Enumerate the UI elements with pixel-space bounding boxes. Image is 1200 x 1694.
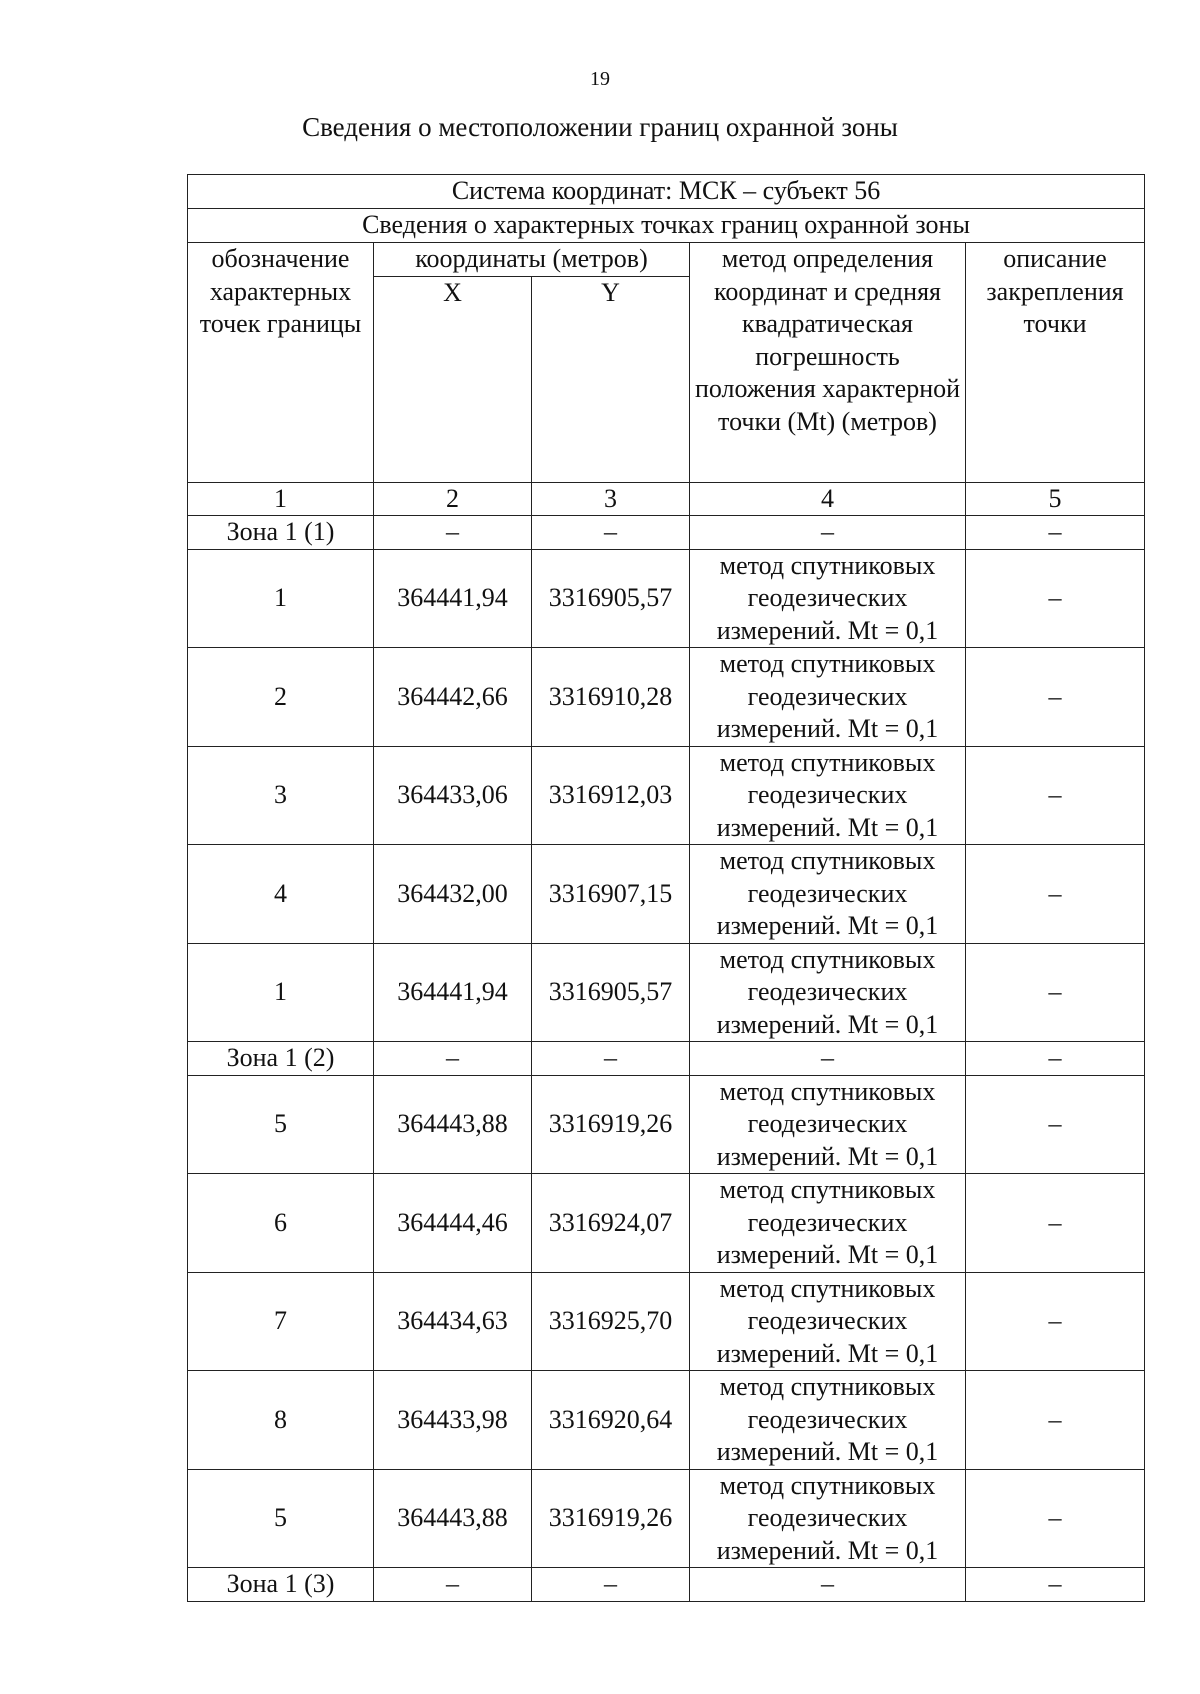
table-row — [188, 1371, 1145, 1470]
cell-description: – — [966, 1469, 1145, 1568]
coordinate-system-header: Система координат: МСК – субъект 56 — [188, 175, 1145, 209]
cell-y: 3316912,03 — [532, 746, 690, 845]
page-number: 19 — [590, 68, 610, 90]
cell-description: – — [966, 746, 1145, 845]
table-row — [188, 549, 1145, 648]
cell-method: метод спутниковых геодезических измерений. Mt = 0,1 — [690, 1469, 966, 1568]
column-header-coordinates: координаты (метров) — [374, 243, 690, 277]
cell-x: 364443,88 — [374, 1469, 532, 1568]
cell-point: Зона 1 (2) — [188, 1042, 374, 1076]
cell-point: Зона 1 (3) — [188, 1568, 374, 1602]
cell-point: 5 — [188, 1469, 374, 1568]
cell-method: метод спутниковых геодезических измерений. Mt = 0,1 — [690, 1272, 966, 1371]
cell-description: – — [966, 1371, 1145, 1470]
cell-y: 3316919,26 — [532, 1075, 690, 1174]
column-header-point: обозначение характерных точек границы — [188, 243, 374, 483]
column-number: 3 — [532, 482, 690, 516]
cell-x: 364433,98 — [374, 1371, 532, 1470]
cell-y: 3316919,26 — [532, 1469, 690, 1568]
table-row — [188, 1272, 1145, 1371]
header-row-columns — [188, 243, 1145, 277]
cell-description: – — [966, 516, 1145, 550]
zone-row — [188, 516, 1145, 550]
cell-point: Зона 1 (1) — [188, 516, 374, 550]
table-row — [188, 648, 1145, 747]
cell-point: 7 — [188, 1272, 374, 1371]
cell-x: 364444,46 — [374, 1174, 532, 1273]
cell-x: 364433,06 — [374, 746, 532, 845]
column-number: 2 — [374, 482, 532, 516]
cell-method: метод спутниковых геодезических измерений. Mt = 0,1 — [690, 1075, 966, 1174]
cell-y: – — [532, 1568, 690, 1602]
cell-description: – — [966, 845, 1145, 944]
cell-description: – — [966, 1042, 1145, 1076]
cell-y: 3316920,64 — [532, 1371, 690, 1470]
column-number: 1 — [188, 482, 374, 516]
cell-method: – — [690, 1568, 966, 1602]
cell-description: – — [966, 549, 1145, 648]
table-row — [188, 1174, 1145, 1273]
cell-description: – — [966, 1272, 1145, 1371]
cell-point: 1 — [188, 549, 374, 648]
table-row — [188, 943, 1145, 1042]
cell-point: 5 — [188, 1075, 374, 1174]
cell-method: метод спутниковых геодезических измерений. Mt = 0,1 — [690, 1371, 966, 1470]
cell-y: 3316910,28 — [532, 648, 690, 747]
cell-y: 3316907,15 — [532, 845, 690, 944]
table-row — [188, 845, 1145, 944]
cell-description: – — [966, 1174, 1145, 1273]
cell-y: 3316924,07 — [532, 1174, 690, 1273]
points-header: Сведения о характерных точках границ охранной зоны — [188, 209, 1145, 243]
cell-x: 364441,94 — [374, 549, 532, 648]
cell-y: – — [532, 516, 690, 550]
cell-x: 364441,94 — [374, 943, 532, 1042]
cell-method: метод спутниковых геодезических измерений. Mt = 0,1 — [690, 648, 966, 747]
column-header-method: метод определения координат и средняя квадратическая погрешность положения характерной точки (Mt) (метров) — [690, 243, 966, 483]
zone-row — [188, 1042, 1145, 1076]
cell-description: – — [966, 648, 1145, 747]
cell-point: 3 — [188, 746, 374, 845]
cell-x: – — [374, 1568, 532, 1602]
column-header-y: Y — [532, 276, 690, 482]
cell-method: метод спутниковых геодезических измерений. Mt = 0,1 — [690, 943, 966, 1042]
column-number: 5 — [966, 482, 1145, 516]
cell-point: 8 — [188, 1371, 374, 1470]
cell-point: 2 — [188, 648, 374, 747]
page-title: Сведения о местоположении границ охранной зоны — [302, 112, 898, 142]
cell-x: 364443,88 — [374, 1075, 532, 1174]
cell-y: – — [532, 1042, 690, 1076]
table-row — [188, 746, 1145, 845]
cell-y: 3316905,57 — [532, 943, 690, 1042]
cell-method: метод спутниковых геодезических измерений. Mt = 0,1 — [690, 746, 966, 845]
column-header-x: X — [374, 276, 532, 482]
cell-y: 3316905,57 — [532, 549, 690, 648]
cell-description: – — [966, 1075, 1145, 1174]
zone-row — [188, 1568, 1145, 1602]
cell-x: 364442,66 — [374, 648, 532, 747]
cell-x: 364432,00 — [374, 845, 532, 944]
cell-x: 364434,63 — [374, 1272, 532, 1371]
header-row-system — [188, 175, 1145, 209]
coordinates-table — [187, 174, 1145, 1602]
cell-method: метод спутниковых геодезических измерений. Mt = 0,1 — [690, 1174, 966, 1273]
cell-point: 6 — [188, 1174, 374, 1273]
column-header-description: описание закрепления точки — [966, 243, 1145, 483]
column-number-row — [188, 482, 1145, 516]
cell-x: – — [374, 516, 532, 550]
cell-x: – — [374, 1042, 532, 1076]
header-row-points — [188, 209, 1145, 243]
cell-point: 1 — [188, 943, 374, 1042]
cell-method: – — [690, 1042, 966, 1076]
cell-y: 3316925,70 — [532, 1272, 690, 1371]
table-row — [188, 1075, 1145, 1174]
column-number: 4 — [690, 482, 966, 516]
cell-point: 4 — [188, 845, 374, 944]
cell-method: метод спутниковых геодезических измерений. Mt = 0,1 — [690, 845, 966, 944]
cell-method: метод спутниковых геодезических измерений. Mt = 0,1 — [690, 549, 966, 648]
table-row — [188, 1469, 1145, 1568]
cell-description: – — [966, 1568, 1145, 1602]
cell-method: – — [690, 516, 966, 550]
cell-description: – — [966, 943, 1145, 1042]
